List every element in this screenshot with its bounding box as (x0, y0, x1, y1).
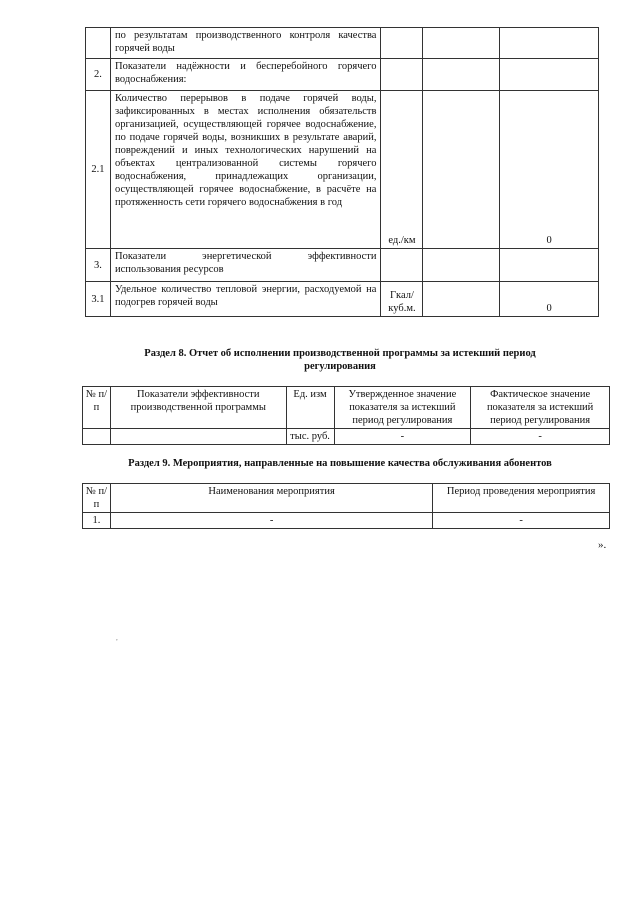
table-header-row (83, 387, 610, 429)
section-8-heading (70, 347, 610, 373)
plan-value (423, 91, 500, 249)
indicator-text: Удельное количество тепловой энергии, расходуемой на подогрев горячей воды (110, 282, 380, 317)
table-row (86, 282, 599, 317)
header-num: № п/п (83, 387, 111, 429)
unit-cell: тыс. руб. (286, 429, 334, 445)
activity-name: - (110, 513, 432, 529)
section-9-table (82, 483, 610, 529)
unit-cell (381, 28, 423, 59)
header-approved: Утвержденное значение показателя за истекший период регулирования (334, 387, 471, 429)
row-number: 3.1 (86, 282, 111, 317)
closing-quote-mark: ». (598, 539, 607, 551)
table-row (86, 91, 599, 249)
indicator-text: Показатели энергетической эффективности использования ресурсов (110, 249, 380, 282)
approved-value: - (334, 429, 471, 445)
table-row (86, 249, 599, 282)
section-8-heading-line1: Раздел 8. Отчет об исполнении производственной программы за истекший период (144, 348, 536, 359)
table-row (83, 513, 610, 529)
unit-cell (381, 59, 423, 91)
unit-cell (381, 249, 423, 282)
header-indicator: Показатели эффективности производственной программы (110, 387, 286, 429)
row-number: 1. (83, 513, 111, 529)
unit-cell: Гкал/ куб.м. (381, 282, 423, 317)
plan-value (423, 59, 500, 91)
indicator-text: Количество перерывов в подаче горячей воды, зафиксированных в местах исполнения обязательств организацией, осуществляющей горячее водоснабжение, по подаче горячей воды, возникших в результате аварий, повреждений и иных технологических нарушений на объектах централизованной системы горячего водоснабжения, принадлежащих организации, осуществляющей горячее водоснабжение, в расчёте на протяженность сети горячего водоснабжения в год (110, 91, 380, 249)
section-9-heading: Раздел 9. Мероприятия, направленные на повышение качества обслуживания абонентов (128, 458, 552, 469)
table-row (83, 429, 610, 445)
table-row (86, 28, 599, 59)
unit-cell: ед./км (381, 91, 423, 249)
table-row (86, 59, 599, 91)
fact-value: 0 (500, 282, 599, 317)
section-8-table (82, 386, 610, 445)
indicator-cell (110, 429, 286, 445)
row-number: 2.1 (86, 91, 111, 249)
header-unit: Ед. изм (286, 387, 334, 429)
activity-period: - (433, 513, 610, 529)
table-header-row (83, 484, 610, 513)
header-num: № п/п (83, 484, 111, 513)
section-8-heading-line2: регулирования (304, 361, 376, 372)
header-name: Наименования мероприятия (110, 484, 432, 513)
plan-value (423, 249, 500, 282)
fact-value (500, 59, 599, 91)
fact-value: 0 (500, 91, 599, 249)
fact-value (500, 28, 599, 59)
indicator-text: Показатели надёжности и бесперебойного горячего водоснабжения: (110, 59, 380, 91)
stray-mark: , (116, 634, 118, 642)
indicators-table (85, 27, 599, 317)
header-actual: Фактическое значение показателя за истекший период регулирования (471, 387, 610, 429)
row-number: 2. (86, 59, 111, 91)
plan-value (423, 282, 500, 317)
row-number: 3. (86, 249, 111, 282)
fact-value (500, 249, 599, 282)
header-period: Период проведения мероприятия (433, 484, 610, 513)
row-number (86, 28, 111, 59)
actual-value: - (471, 429, 610, 445)
plan-value (423, 28, 500, 59)
indicator-text: по результатам производственного контроля качества горячей воды (110, 28, 380, 59)
row-number (83, 429, 111, 445)
